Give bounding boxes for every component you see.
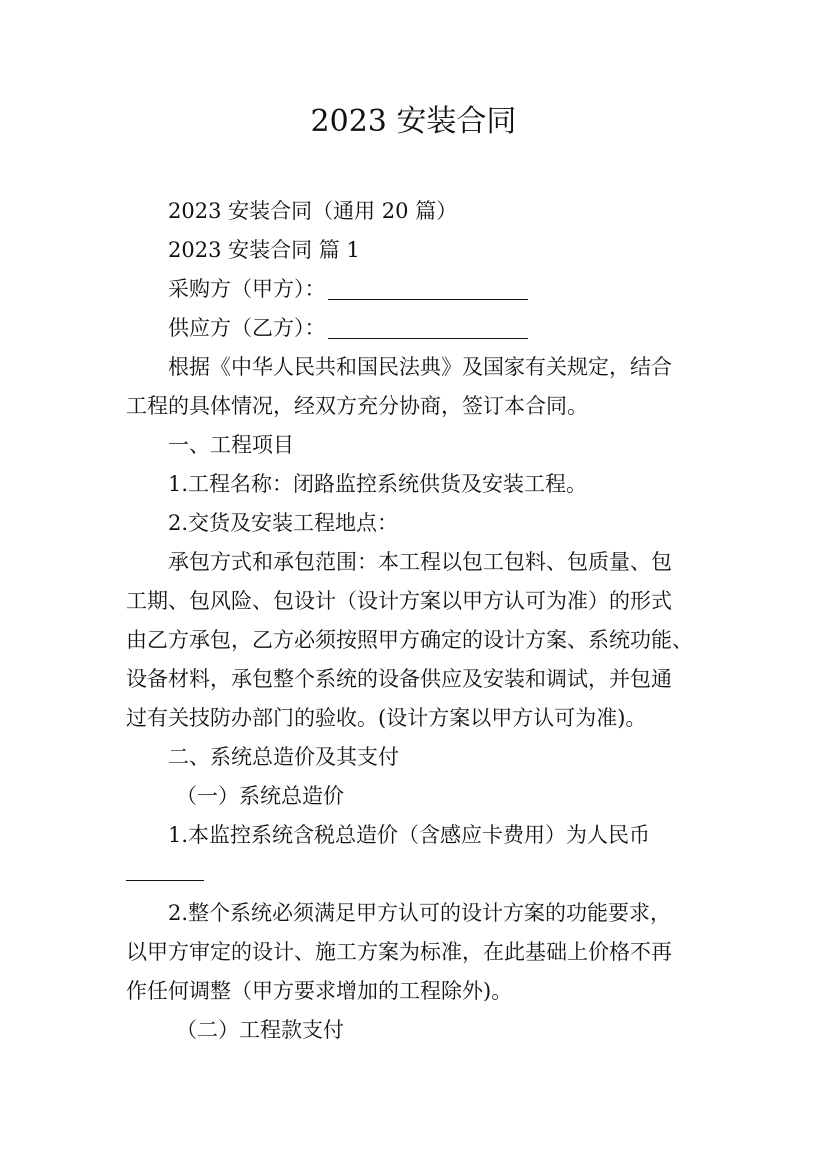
paragraph-line: 根据《中华人民共和国民法典》及国家有关规定，结合 (168, 355, 672, 379)
party-a-blank (328, 297, 528, 300)
clause-item: 2.整个系统必须满足甲方认可的设计方案的功能要求， (168, 901, 672, 925)
paragraph-line: 工程的具体情况，经双方充分协商，签订本合同。 (126, 394, 588, 418)
paragraph-line: 作任何调整（甲方要求增加的工程除外)。 (126, 979, 513, 1003)
party-a-line (168, 270, 708, 309)
paragraph-line: 设备材料，承包整个系统的设备供应及安装和调试，并包通 (126, 667, 672, 691)
document-title: 2023 安装合同 (310, 104, 517, 139)
party-b-label: 供应方（乙方）： (168, 316, 326, 340)
party-b-blank (328, 336, 528, 339)
clause-item: 2.交货及安装工程地点： (168, 511, 399, 535)
subtitle-line: 2023 安装合同（通用 20 篇） (168, 199, 458, 223)
paragraph-line: 工期、包风险、包设计（设计方案以甲方认可为准）的形式 (126, 589, 672, 613)
sub-clause-heading: （二）工程款支付 (176, 1018, 344, 1042)
price-blank (126, 880, 204, 881)
clause-heading: 二、系统总造价及其支付 (168, 745, 399, 769)
paragraph-line: 由乙方承包，乙方必须按照甲方确定的设计方案、系统功能、 (126, 628, 693, 652)
sub-clause-heading: （一）系统总造价 (176, 784, 344, 808)
paragraph-line: 过有关技防办部门的验收。(设计方案以甲方认可为准)。 (126, 706, 647, 730)
clause-item: 1.本监控系统含税总造价（含感应卡费用）为人民币 (168, 823, 651, 847)
paragraph-line: 承包方式和承包范围：本工程以包工包料、包质量、包 (168, 550, 672, 574)
paragraph-line: 以甲方审定的设计、施工方案为标准，在此基础上价格不再 (126, 940, 672, 964)
clause-item: 1.工程名称：闭路监控系统供货及安装工程。 (168, 472, 588, 496)
clause-heading: 一、工程项目 (168, 433, 294, 457)
party-b-line (168, 309, 708, 348)
section-heading: 2023 安装合同 篇 1 (168, 238, 360, 262)
party-a-label: 采购方（甲方）： (168, 277, 326, 301)
